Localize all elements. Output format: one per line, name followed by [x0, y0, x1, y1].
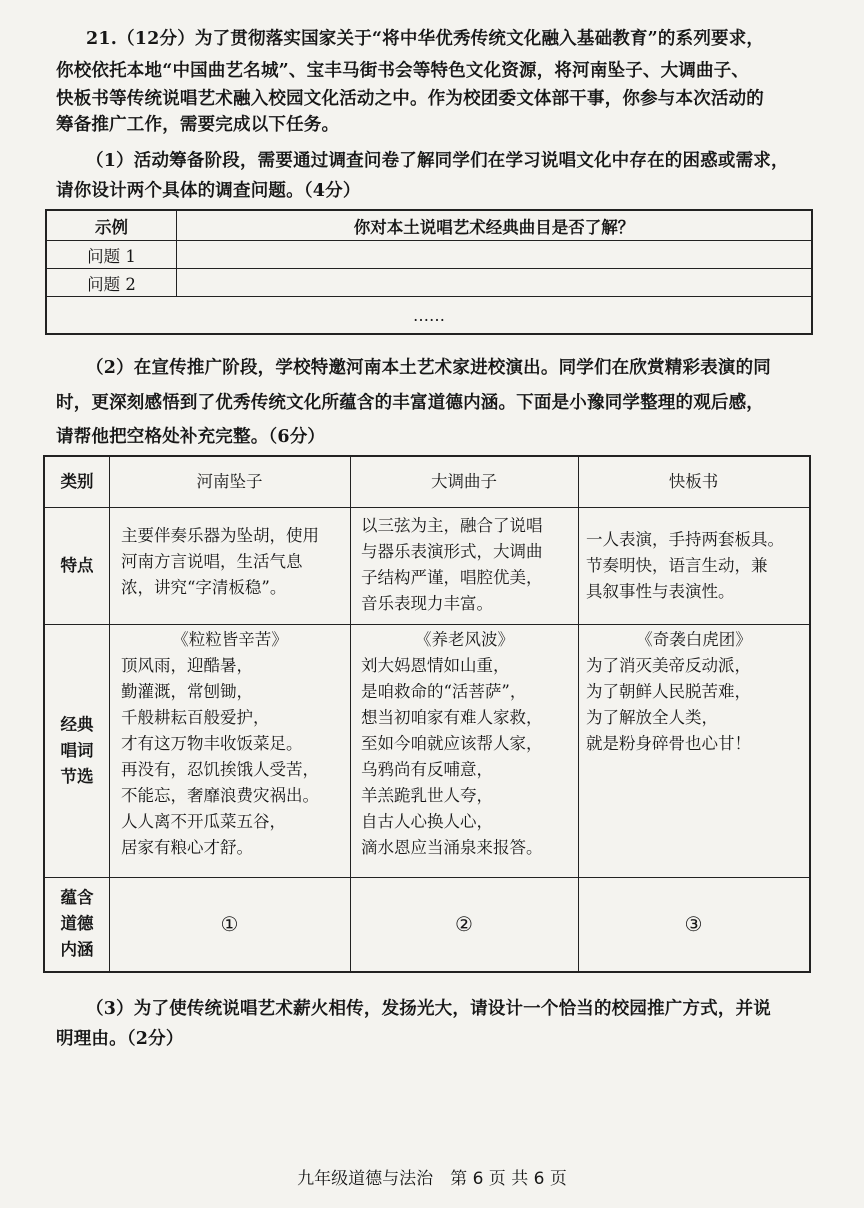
features-dadiao-quzi: 以三弦为主，融合了说唱 与器乐表演形式，大调曲 子结构严谨，唱腔优美， 音乐表现力丰富。 [361, 516, 543, 613]
art-forms-table [43, 455, 811, 973]
part3-line-2: 明理由。（2分） [56, 1029, 184, 1049]
header-category: 类别 [60, 472, 94, 491]
blank-1[interactable]: ① [220, 912, 239, 936]
row-label-features: 特 点 [60, 555, 94, 575]
example-question: 你对本土说唱艺术经典曲目是否了解？ [353, 217, 635, 237]
intro-line-2: 你校依托本地“中国曲艺名城”、宝丰马街书会等特色文化资源，将河南坠子、大调曲子、 [56, 61, 750, 81]
question-2-answer[interactable] [177, 269, 811, 296]
part2-line-2: 时，更深刻感悟到了优秀传统文化所蕴含的丰富道德内涵。下面是小豫同学整理的观后感， [56, 393, 764, 413]
features-henan-zhuizi: 主要伴奏乐器为坠胡，使用 河南方言说唱，生活气息 浓，讲究“字清板稳”。 [121, 526, 319, 597]
ellipsis: …… [413, 305, 445, 325]
question-1-label: 问题 1 [47, 241, 177, 268]
survey-row-more [47, 297, 811, 333]
blank-3[interactable]: ③ [684, 912, 703, 936]
page-footer: 九年级道德与法治 第 6 页 共 6 页 [297, 1169, 567, 1189]
row-label-lyrics: 经 典 唱 词 节 选 [60, 714, 94, 786]
intro-line-4: 筹备推广工作，需要完成以下任务。 [56, 115, 340, 135]
survey-table [45, 209, 813, 335]
features-kuaibanshu: 一人表演，手持两套板具。 节奏明快，语言生动，兼 具叙事性与表演性。 [586, 530, 784, 601]
survey-row-q2 [47, 269, 811, 297]
part3-line-1: （3）为了使传统说唱艺术薪火相传，发扬光大，请设计一个恰当的校园推广方式，并说 [86, 999, 771, 1019]
header-kuaibanshu: 快板书 [668, 472, 719, 491]
part1-line-1: （1）活动筹备阶段，需要通过调查问卷了解同学们在学习说唱文化中存在的困惑或需求， [86, 151, 789, 171]
lyrics-dadiao-quzi: 《养老风波》 刘大妈恩情如山重， 是咱救命的“活菩萨”， 想当初咱家有难人家救， 至如今咱就应该帮人家， 乌鸦尚有反哺意， 羊羔跪乳世人夸， 自古人心换人心， 滴水恩应当涌泉来报答。 [352, 627, 577, 861]
part2-line-1: （2）在宣传推广阶段，学校特邀河南本土艺术家进校演出。同学们在欣赏精彩表演的同 [86, 358, 771, 378]
part1-line-2: 请你设计两个具体的调查问题。（4分） [56, 181, 361, 201]
blank-2[interactable]: ② [455, 912, 473, 936]
part2-line-3: 请帮他把空格处补充完整。（6分） [56, 427, 326, 447]
lyrics-title-1: 《粒粒皆辛苦》 [172, 630, 288, 649]
lyrics-title-2: 《养老风波》 [415, 630, 514, 649]
header-dadiao-quzi: 大调曲子 [431, 472, 497, 491]
survey-row-example [47, 211, 811, 241]
survey-row-q1 [47, 241, 811, 269]
row-label-morals: 蕴 含 道 德 内 涵 [60, 888, 94, 959]
example-label: 示例 [47, 211, 177, 240]
lyrics-henan-zhuizi: 《粒粒皆辛苦》 顶风雨，迎酷暑， 勤灌溉，常刨锄， 千般耕耘百般爱护， 才有这万物丰收饭菜足。 再没有，忍饥挨饿人受苦， 不能忘，奢靡浪费灾祸出。 人人离不开瓜菜五谷， 居家有粮心才舒。 [111, 627, 349, 861]
lyrics-title-3: 《奇袭白虎团》 [636, 630, 752, 649]
question-1-answer[interactable] [177, 241, 811, 268]
question-2-label: 问题 2 [47, 269, 177, 296]
intro-line-3: 快板书等传统说唱艺术融入校园文化活动之中。作为校团委文体部干事，你参与本次活动的 [56, 89, 764, 109]
lyrics-kuaibanshu: 《奇袭白虎团》 为了消灭美帝反动派， 为了朝鲜人民脱苦难， 为了解放全人类， 就是粉身碎骨也心甘！ [580, 627, 808, 757]
intro-line-1: 21.（12分）为了贯彻落实国家关于“将中华优秀传统文化融入基础教育”的系列要求， [86, 29, 765, 49]
header-henan-zhuizi: 河南坠子 [196, 472, 263, 491]
